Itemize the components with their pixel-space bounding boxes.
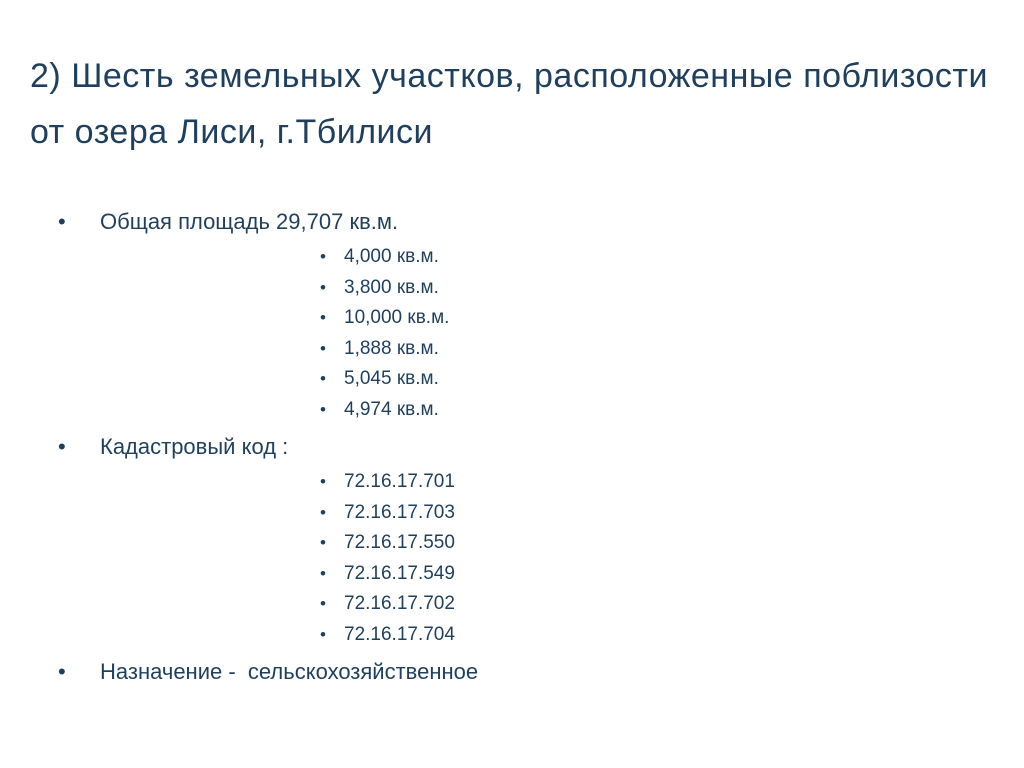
sub-bullet-item <box>58 334 978 365</box>
sub-bullet-label: 72.16.17.703 <box>344 501 455 523</box>
bullet-icon: • <box>320 502 326 522</box>
bullet-item-label: Назначение - сельскохозяйственное <box>100 659 479 684</box>
bullet-icon: • <box>320 369 326 388</box>
bullet-item-label: Общая площадь 29,707 кв.м. <box>100 209 399 234</box>
sub-bullet-label: 72.16.17.549 <box>344 562 455 584</box>
sub-bullet-label: 72.16.17.704 <box>344 623 455 645</box>
sub-bullet-item <box>58 395 978 426</box>
bullet-item-cadastral-code <box>58 427 978 467</box>
sub-bullet-item <box>58 620 978 651</box>
sub-bullet-item <box>58 467 978 498</box>
slide-title: 2) Шесть земельных участков, расположенные поблизости от озера Лиси, г.Тбилиси <box>30 57 988 151</box>
sub-bullet-label: 72.16.17.550 <box>344 532 455 553</box>
bullet-icon: • <box>320 563 326 583</box>
sublist-codes <box>58 467 978 650</box>
sub-bullet-label: 10,000 кв.м. <box>344 307 450 328</box>
bullet-item-total-area <box>58 202 978 242</box>
bullet-icon: • <box>320 594 326 613</box>
bullet-icon: • <box>320 277 326 297</box>
bullet-icon: • <box>58 209 66 234</box>
sub-bullet-label: 3,800 кв.м. <box>344 276 439 298</box>
sub-bullet-item <box>58 273 978 304</box>
bullet-icon: • <box>320 624 326 644</box>
bullet-icon: • <box>320 247 326 266</box>
sub-bullet-label: 4,000 кв.м. <box>344 246 439 267</box>
bullet-icon: • <box>58 434 66 459</box>
sub-bullet-item <box>58 498 978 529</box>
sub-bullet-item <box>58 589 978 620</box>
sub-bullet-item <box>58 559 978 590</box>
bullet-icon: • <box>320 338 326 358</box>
sub-bullet-label: 72.16.17.701 <box>344 471 455 492</box>
sub-bullet-label: 5,045 кв.м. <box>344 368 439 389</box>
sub-bullet-label: 72.16.17.702 <box>344 593 455 614</box>
bullet-icon: • <box>320 399 326 419</box>
sub-bullet-item <box>58 242 978 273</box>
sub-bullet-item <box>58 303 978 334</box>
sub-bullet-label: 1,888 кв.м. <box>344 337 439 359</box>
bullet-list <box>58 202 978 692</box>
sub-bullet-label: 4,974 кв.м. <box>344 398 439 420</box>
bullet-item-label: Кадастровый код : <box>100 434 289 459</box>
bullet-icon: • <box>320 472 326 491</box>
sub-bullet-item <box>58 528 978 559</box>
bullet-icon: • <box>58 659 66 684</box>
sublist-areas <box>58 242 978 425</box>
bullet-icon: • <box>320 308 326 327</box>
bullet-icon: • <box>320 533 326 552</box>
bullet-item-purpose <box>58 652 978 692</box>
sub-bullet-item <box>58 364 978 395</box>
